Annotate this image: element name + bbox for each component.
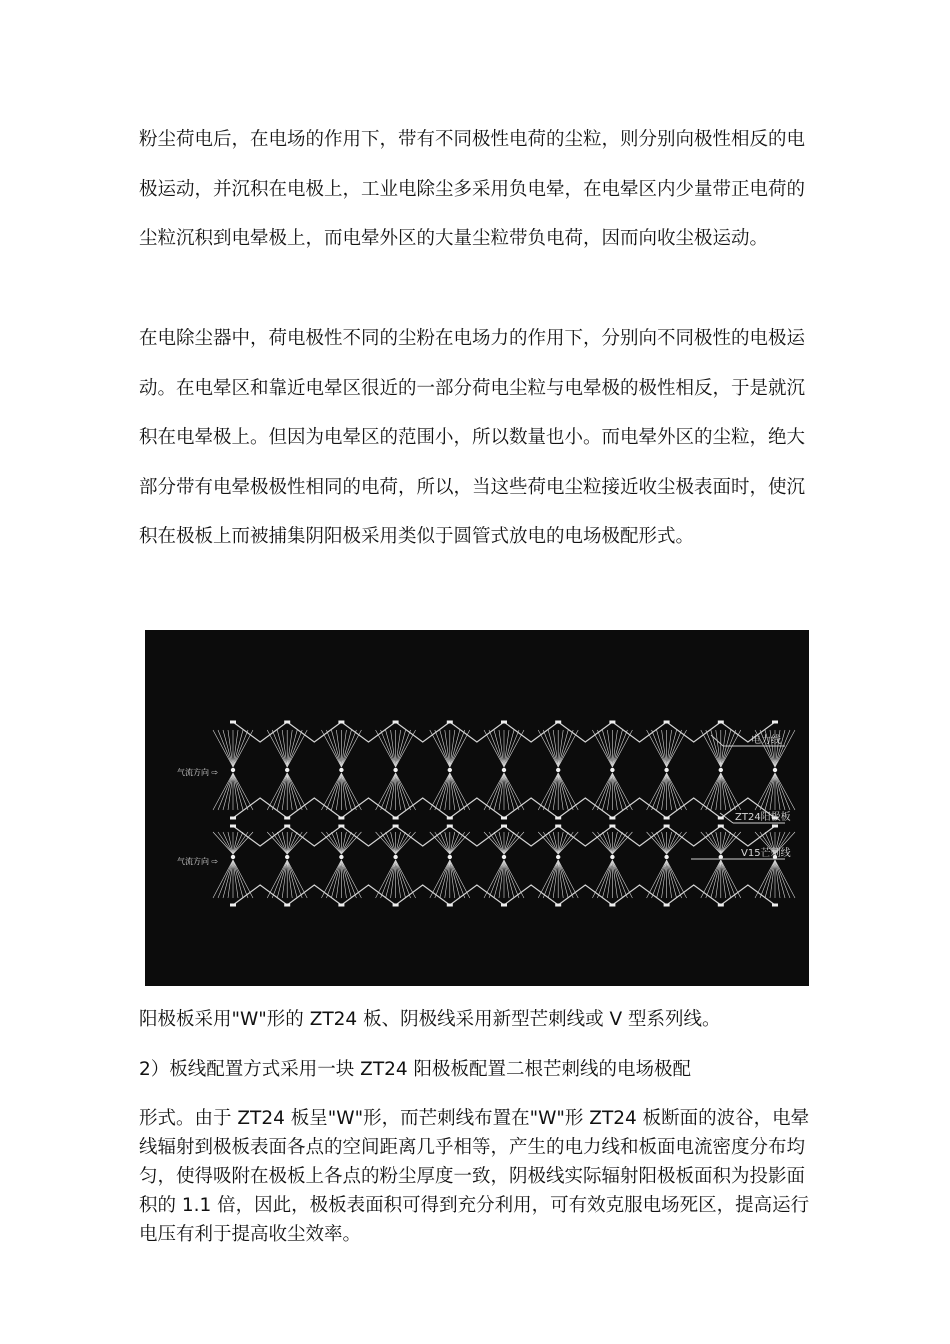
field-line xyxy=(341,832,351,854)
field-line xyxy=(321,773,341,810)
field-line xyxy=(484,860,504,898)
plate-joint xyxy=(772,825,778,828)
field-line xyxy=(287,730,297,767)
paragraph-electrode-motion: 在电除尘器中，荷电极性不同的尘粉在电场力的作用下，分别向不同极性的电极运动。在电晕区和靠近电晕区很近的一部分荷电尘粒与电晕极的极性相反，于是就沉积在电晕极上。但因为电晕区的范围小，所以数量也小。而电晕外区的尘粒，绝大部分带有电晕极极性相同的电荷，所以，当这些荷电尘粒接近收尘极表面时，使沉积在极板上而被捕集阴阳极采用类似于圆管式放电的电场极配形式。 xyxy=(139,328,806,547)
plate-joint xyxy=(609,825,615,828)
plate-joint xyxy=(664,904,670,907)
field-line xyxy=(755,860,775,898)
field-line xyxy=(602,860,612,898)
plate-joint xyxy=(230,721,236,724)
field-line xyxy=(657,860,667,898)
field-line xyxy=(721,832,741,854)
field-line xyxy=(267,832,287,854)
field-line xyxy=(430,773,450,810)
field-line xyxy=(386,773,396,810)
corona-wire xyxy=(448,855,452,859)
field-line xyxy=(287,773,307,810)
corona-wire xyxy=(339,768,343,772)
field-line xyxy=(612,773,632,810)
field-line xyxy=(267,730,287,767)
field-line xyxy=(440,773,450,810)
plate-joint xyxy=(501,825,507,828)
field-line xyxy=(223,832,233,854)
field-line xyxy=(494,730,504,767)
label-power-line: 电力线 xyxy=(751,735,781,746)
plate-joint xyxy=(230,817,236,820)
field-line xyxy=(548,730,558,767)
field-line xyxy=(277,860,287,898)
corona-wire xyxy=(502,855,506,859)
field-line xyxy=(386,832,396,854)
field-line xyxy=(287,860,297,898)
field-line xyxy=(386,860,396,898)
field-line xyxy=(701,773,721,810)
label-airflow-bottom: 气流方向 ⇨ xyxy=(177,857,219,866)
field-line xyxy=(667,773,677,810)
corona-wire xyxy=(610,768,614,772)
field-line xyxy=(558,730,568,767)
field-line xyxy=(667,773,687,810)
field-line xyxy=(667,860,687,898)
plate-joint xyxy=(447,817,453,820)
field-line xyxy=(667,730,687,767)
corona-wire xyxy=(664,768,668,772)
plate-joint xyxy=(338,721,344,724)
plate-joint xyxy=(555,817,561,820)
field-line xyxy=(548,773,558,810)
field-line xyxy=(765,860,775,898)
field-line xyxy=(376,860,396,898)
corona-wire xyxy=(393,768,397,772)
plate-joint xyxy=(338,904,344,907)
field-line xyxy=(612,730,632,767)
field-line xyxy=(667,832,687,854)
field-line xyxy=(440,832,450,854)
plate-joint xyxy=(230,904,236,907)
field-line xyxy=(341,860,361,898)
plate-joint xyxy=(338,817,344,820)
plate-joint xyxy=(609,904,615,907)
field-line xyxy=(440,730,450,767)
plate-joint xyxy=(664,825,670,828)
field-line xyxy=(647,860,667,898)
plate-joint xyxy=(718,817,724,820)
field-line xyxy=(657,832,667,854)
corona-wire xyxy=(393,855,397,859)
plate-joint xyxy=(284,817,290,820)
plate-joint xyxy=(284,825,290,828)
corona-wire xyxy=(285,855,289,859)
field-line xyxy=(321,730,341,767)
field-line xyxy=(494,832,504,854)
field-line xyxy=(484,773,504,810)
field-line xyxy=(701,730,721,767)
field-line xyxy=(287,773,297,810)
field-line xyxy=(548,832,558,854)
field-line xyxy=(558,773,578,810)
field-line xyxy=(558,832,578,854)
field-line xyxy=(504,773,514,810)
field-line xyxy=(267,860,287,898)
corona-wire xyxy=(719,768,723,772)
field-line xyxy=(504,832,514,854)
field-line xyxy=(701,860,721,898)
field-line xyxy=(592,860,612,898)
label-airflow-top: 气流方向 ⇨ xyxy=(177,768,219,777)
field-line xyxy=(213,773,233,810)
field-line xyxy=(538,773,558,810)
field-line xyxy=(450,773,460,810)
field-line xyxy=(721,860,741,898)
field-line xyxy=(233,730,243,767)
plate-joint xyxy=(555,721,561,724)
field-line xyxy=(277,773,287,810)
field-line xyxy=(538,860,558,898)
field-line xyxy=(494,773,504,810)
plate-joint xyxy=(772,904,778,907)
field-line xyxy=(775,860,785,898)
field-line xyxy=(504,730,524,767)
paragraph-charging: 粉尘荷电后，在电场的作用下，带有不同极性电荷的尘粒，则分别向极性相反的电极运动，并沉积在电极上，工业电除尘多采用负电晕，在电晕区内少量带正电荷的尘粒沉积到电晕极上，而电晕外区的大量尘粒带负电荷，因而向收尘极运动。 xyxy=(139,129,806,249)
field-line xyxy=(484,832,504,854)
plate-joint xyxy=(718,721,724,724)
field-line xyxy=(396,832,406,854)
field-line xyxy=(396,773,406,810)
label-anode-plate: ZT24阳极板 xyxy=(735,812,791,823)
field-line xyxy=(602,773,612,810)
field-line xyxy=(504,832,524,854)
plate-joint xyxy=(664,721,670,724)
field-line xyxy=(396,730,406,767)
plate-joint xyxy=(393,904,399,907)
field-line xyxy=(213,832,233,854)
field-line xyxy=(277,832,287,854)
field-line xyxy=(287,860,307,898)
field-line xyxy=(430,860,450,898)
field-line xyxy=(233,832,243,854)
field-line xyxy=(233,773,253,810)
plate-joint xyxy=(501,904,507,907)
field-line xyxy=(667,832,677,854)
field-line xyxy=(233,860,243,898)
corona-wire xyxy=(556,768,560,772)
field-line xyxy=(331,832,341,854)
field-line xyxy=(701,832,721,854)
field-line xyxy=(667,730,677,767)
plate-joint xyxy=(501,721,507,724)
corona-wire xyxy=(556,855,560,859)
field-line xyxy=(287,730,307,767)
field-line xyxy=(287,832,297,854)
field-line xyxy=(484,730,504,767)
electrode-configuration-figure xyxy=(145,630,809,986)
field-line xyxy=(504,730,514,767)
field-line xyxy=(647,832,667,854)
field-line xyxy=(538,832,558,854)
section-heading-2: 2）板线配置方式采用一块 ZT24 阳极板配置二根芒刺线的电场极配 xyxy=(139,1059,692,1080)
plate-joint xyxy=(284,721,290,724)
field-line xyxy=(602,730,612,767)
field-line xyxy=(612,730,622,767)
electrode-diagram xyxy=(145,630,809,986)
plate-joint xyxy=(447,825,453,828)
corona-wire xyxy=(285,768,289,772)
field-line xyxy=(612,832,632,854)
field-line xyxy=(558,860,578,898)
figure-caption: 阳极板采用"W"形的 ZT24 板、阴极线采用新型芒刺线或 V 型系列线。 xyxy=(139,1009,721,1030)
field-line xyxy=(223,860,233,898)
field-line xyxy=(213,730,233,767)
field-line xyxy=(267,773,287,810)
field-line xyxy=(721,832,731,854)
field-line xyxy=(755,773,775,810)
field-line xyxy=(504,860,514,898)
field-line xyxy=(612,832,622,854)
field-line xyxy=(430,832,450,854)
field-line xyxy=(341,860,351,898)
field-line xyxy=(647,773,667,810)
field-line xyxy=(223,773,233,810)
field-line xyxy=(558,773,568,810)
field-line xyxy=(430,730,450,767)
corona-wire xyxy=(773,768,777,772)
plate-joint xyxy=(772,721,778,724)
field-line xyxy=(538,730,558,767)
field-line xyxy=(331,860,341,898)
label-corona-wire: V15芒刺线 xyxy=(741,848,791,859)
field-line xyxy=(721,730,741,767)
plate-joint xyxy=(393,825,399,828)
field-line xyxy=(558,730,578,767)
plate-joint xyxy=(447,904,453,907)
plate-joint xyxy=(230,825,236,828)
field-line xyxy=(721,730,731,767)
field-line xyxy=(775,773,785,810)
field-line xyxy=(331,730,341,767)
field-line xyxy=(341,730,361,767)
field-line xyxy=(396,730,416,767)
plate-joint xyxy=(393,721,399,724)
field-line xyxy=(331,773,341,810)
field-line xyxy=(721,773,731,810)
field-line xyxy=(612,860,622,898)
field-line xyxy=(711,773,721,810)
plate-joint xyxy=(664,817,670,820)
plate-joint xyxy=(609,721,615,724)
field-line xyxy=(450,730,460,767)
field-line xyxy=(504,773,524,810)
field-line xyxy=(602,832,612,854)
field-lines xyxy=(213,730,795,898)
corona-wire xyxy=(339,855,343,859)
plate-joint xyxy=(338,825,344,828)
field-line xyxy=(287,832,307,854)
field-line xyxy=(376,730,396,767)
field-line xyxy=(775,860,795,898)
field-line xyxy=(657,773,667,810)
plate-joint xyxy=(555,825,561,828)
field-line xyxy=(592,832,612,854)
field-line xyxy=(396,832,416,854)
paragraph-zt24-config: 形式。由于 ZT24 板呈"W"形，而芒刺线布置在"W"形 ZT24 板断面的波谷，电晕线辐射到极板表面各点的空间距离几乎相等，产生的电力线和板面电流密度分布均匀，使得吸附在极板上各点的粉尘厚度一致，阴极线实际辐射阳极板面积为投影面积的 1.1 倍，因此，极板表面积可得到充分利用，可有效克服电场死区，提高运行电压有利于提高收尘效率。 xyxy=(139,1108,810,1245)
plate-joint xyxy=(447,721,453,724)
field-line xyxy=(612,860,632,898)
plate-joint xyxy=(718,904,724,907)
field-line xyxy=(440,860,450,898)
plate-joint xyxy=(555,904,561,907)
field-line xyxy=(321,860,341,898)
field-line xyxy=(450,860,470,898)
plate-joint xyxy=(393,817,399,820)
field-line xyxy=(277,730,287,767)
field-line xyxy=(450,730,470,767)
field-line xyxy=(711,860,721,898)
callouts xyxy=(691,735,785,859)
field-line xyxy=(711,832,721,854)
field-line xyxy=(321,832,341,854)
field-line xyxy=(657,730,667,767)
corona-wire xyxy=(664,855,668,859)
corona-wire xyxy=(231,855,235,859)
field-line xyxy=(721,773,741,810)
field-line xyxy=(450,773,470,810)
field-line xyxy=(376,773,396,810)
field-line xyxy=(558,860,568,898)
corona-wire xyxy=(502,768,506,772)
corona-wire xyxy=(231,768,235,772)
field-line xyxy=(386,730,396,767)
field-line xyxy=(341,773,361,810)
field-line xyxy=(396,773,416,810)
field-line xyxy=(647,730,667,767)
field-line xyxy=(504,860,524,898)
field-line xyxy=(233,730,253,767)
field-line xyxy=(233,860,253,898)
field-line xyxy=(592,773,612,810)
plate-joint xyxy=(501,817,507,820)
field-line xyxy=(341,730,351,767)
field-line xyxy=(612,773,622,810)
field-line xyxy=(341,773,351,810)
field-line xyxy=(558,832,568,854)
field-line xyxy=(775,773,795,810)
field-line xyxy=(721,860,731,898)
field-line xyxy=(548,860,558,898)
field-line xyxy=(450,832,460,854)
corona-wire xyxy=(448,768,452,772)
field-line xyxy=(396,860,416,898)
field-line xyxy=(396,860,406,898)
field-line xyxy=(450,832,470,854)
field-line xyxy=(233,773,243,810)
field-line xyxy=(494,860,504,898)
plate-joint xyxy=(284,904,290,907)
plate-joint xyxy=(718,825,724,828)
field-line xyxy=(667,860,677,898)
field-line xyxy=(223,730,233,767)
field-line xyxy=(765,773,775,810)
field-line xyxy=(592,730,612,767)
field-line xyxy=(233,832,253,854)
field-line xyxy=(341,832,361,854)
plate-joint xyxy=(609,817,615,820)
field-line xyxy=(376,832,396,854)
corona-wire xyxy=(610,855,614,859)
field-line xyxy=(450,860,460,898)
